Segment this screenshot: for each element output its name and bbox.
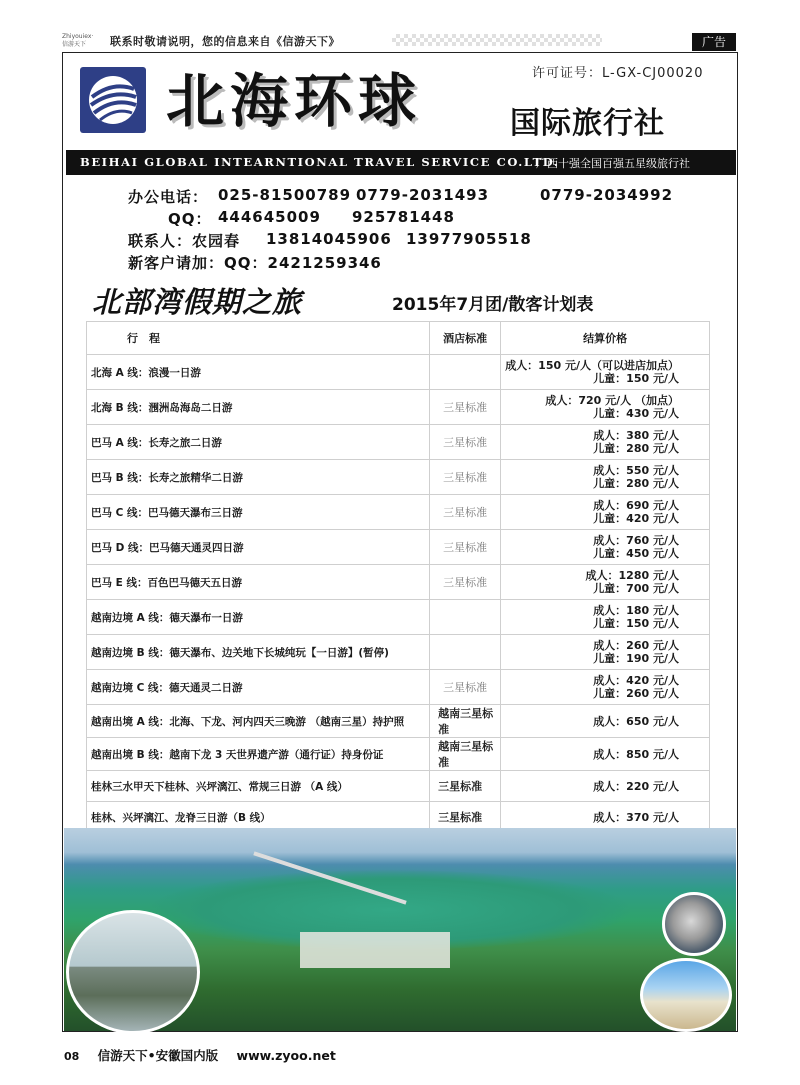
mobile-1: 13814045906 [266, 230, 392, 248]
route-cell: 越南边境 A 线：德天瀑布一日游 [87, 600, 430, 635]
route-cell: 越南出境 B 线：越南下龙 3 天世界遗产游（通行证）持身份证 [87, 738, 430, 771]
table-row [87, 460, 710, 495]
publication-logo: Zhiyouiex· 信游天下 [62, 33, 94, 48]
adult-price: 成人：420 元/人 [593, 674, 679, 687]
price-cell [501, 738, 710, 771]
table-header-row [87, 322, 710, 355]
child-price: 儿童：430 元/人 [593, 407, 679, 420]
adult-price: 成人：550 元/人 [593, 464, 679, 477]
hotel-cell: 三星标准 [430, 425, 501, 460]
mobile-2: 13977905518 [406, 230, 532, 248]
adult-price: 成人：150 元/人（可以进店加点） [505, 359, 679, 372]
route-cell: 巴马 D 线：巴马德天通灵四日游 [87, 530, 430, 565]
route-cell: 桂林三水甲天下桂林、兴坪漓江、常规三日游 （A 线） [87, 771, 430, 802]
adult-price: 成人：380 元/人 [593, 429, 679, 442]
hotel-cell: 三星标准 [430, 565, 501, 600]
child-price: 儿童：150 元/人 [593, 372, 679, 385]
adult-price: 成人：260 元/人 [593, 639, 679, 652]
adult-price: 成人：370 元/人 [593, 810, 679, 824]
beach-photo [640, 958, 732, 1032]
page-number: 08 [64, 1050, 80, 1063]
table-row [87, 390, 710, 425]
phone-2: 0779-2031493 [356, 186, 490, 204]
route-cell: 越南边境 B 线：德天瀑布、边关地下长城纯玩【一日游】(暂停) [87, 635, 430, 670]
price-cell [501, 530, 710, 565]
hotel-cell: 三星标准 [430, 530, 501, 565]
top-strip [62, 30, 740, 52]
price-cell [501, 355, 710, 390]
price-cell [501, 771, 710, 802]
adult-price: 成人：650 元/人 [593, 714, 679, 728]
price-cell [501, 670, 710, 705]
elephant-trunk-hill-photo [66, 910, 200, 1034]
globe-logo-icon [80, 67, 146, 133]
hotel-cell: 三星标准 [430, 495, 501, 530]
adult-price: 成人：720 元/人 （加点） [545, 394, 679, 407]
child-price: 儿童：280 元/人 [593, 477, 679, 490]
header-route: 行 程 [87, 322, 430, 355]
child-price: 儿童：450 元/人 [593, 547, 679, 560]
qq-1: 444645009 [218, 208, 321, 226]
itinerary-table [86, 321, 710, 897]
route-cell: 北海 A 线：浪漫一日游 [87, 355, 430, 390]
child-price: 儿童：700 元/人 [593, 582, 679, 595]
source-notice: 联系时敬请说明，您的信息来自《信游天下》 [110, 35, 340, 48]
checker-decoration [392, 34, 602, 46]
price-cell [501, 495, 710, 530]
plan-title: 2015年7月团/散客计划表 [392, 295, 594, 315]
hotel-cell [430, 635, 501, 670]
qq-label: QQ： [168, 210, 212, 228]
table-row [87, 355, 710, 390]
hotel-cell: 三星标准 [430, 460, 501, 495]
route-cell: 巴马 A 线：长寿之旅二日游 [87, 425, 430, 460]
publication-name: 信游天下•安徽国内版 [97, 1048, 219, 1063]
child-price: 儿童：280 元/人 [593, 442, 679, 455]
qq-2: 925781448 [352, 208, 455, 226]
adult-price: 成人：850 元/人 [593, 747, 679, 761]
contact-person: 联系人：农园春 [128, 232, 241, 250]
phone-1: 025-81500789 [218, 186, 352, 204]
hotel-cell [430, 600, 501, 635]
route-cell: 巴马 E 线：百色巴马德天五日游 [87, 565, 430, 600]
hotel-cell [430, 355, 501, 390]
hotel-cell: 三星标准 [430, 390, 501, 425]
child-price: 儿童：420 元/人 [593, 512, 679, 525]
route-cell: 巴马 B 线：长寿之旅精华二日游 [87, 460, 430, 495]
route-cell: 越南出境 A 线：北海、下龙、河内四天三晚游 （越南三星）持护照 [87, 705, 430, 738]
hotel-cell: 三星标准 [430, 802, 501, 833]
coastal-buildings [300, 932, 450, 968]
adult-price: 成人：1280 元/人 [585, 569, 679, 582]
section-title: 北部湾假期之旅 [92, 285, 303, 319]
route-cell: 桂林、兴坪漓江、龙脊三日游（B 线） [87, 802, 430, 833]
route-cell: 越南边境 C 线：德天通灵二日游 [87, 670, 430, 705]
price-cell [501, 390, 710, 425]
adult-price: 成人：220 元/人 [593, 779, 679, 793]
brand-name: 北海环球 [166, 67, 423, 135]
hotel-cell: 三星标准 [430, 670, 501, 705]
child-price: 儿童：260 元/人 [593, 687, 679, 700]
office-phone-label: 办公电话： [128, 188, 209, 206]
sculpture-photo [662, 892, 726, 956]
website-url: www.zyoo.net [236, 1048, 336, 1063]
price-cell [501, 565, 710, 600]
price-cell [501, 460, 710, 495]
table-row [87, 530, 710, 565]
hotel-cell: 越南三星标准 [430, 705, 501, 738]
table-row [87, 670, 710, 705]
english-name-bar [66, 150, 736, 175]
route-cell: 北海 B 线：涠洲岛海岛二日游 [87, 390, 430, 425]
adult-price: 成人：180 元/人 [593, 604, 679, 617]
table-row [87, 635, 710, 670]
price-cell [501, 600, 710, 635]
adult-price: 成人：760 元/人 [593, 534, 679, 547]
hotel-cell: 越南三星标准 [430, 738, 501, 771]
child-price: 儿童：190 元/人 [593, 652, 679, 665]
adult-price: 成人：690 元/人 [593, 499, 679, 512]
table-row [87, 565, 710, 600]
ad-badge: 广告 [692, 33, 736, 51]
route-cell: 巴马 C 线：巴马德天瀑布三日游 [87, 495, 430, 530]
table-row [87, 495, 710, 530]
brand-subtitle: 国际旅行社 [510, 106, 665, 141]
header-hotel: 酒店标准 [430, 322, 501, 355]
table-row [87, 738, 710, 771]
table-row [87, 425, 710, 460]
hotel-cell: 三星标准 [430, 771, 501, 802]
price-cell [501, 425, 710, 460]
header-price: 结算价格 [501, 322, 710, 355]
child-price: 儿童：150 元/人 [593, 617, 679, 630]
english-company-name: BEIHAI GLOBAL INTEARNTIONAL TRAVEL SERVICE CO.LTD. [80, 155, 560, 169]
agency-rank: 广西十强全国百强五星级旅行社 [536, 157, 690, 170]
price-cell [501, 635, 710, 670]
table-row [87, 771, 710, 802]
table-row [87, 705, 710, 738]
table-row [87, 600, 710, 635]
new-customer-qq: 新客户请加：QQ：2421259346 [128, 254, 382, 272]
footer [64, 1046, 336, 1064]
license-number: 许可证号：L-GX-CJ00020 [532, 66, 704, 81]
phone-3: 0779-2034992 [540, 186, 674, 204]
price-cell [501, 705, 710, 738]
